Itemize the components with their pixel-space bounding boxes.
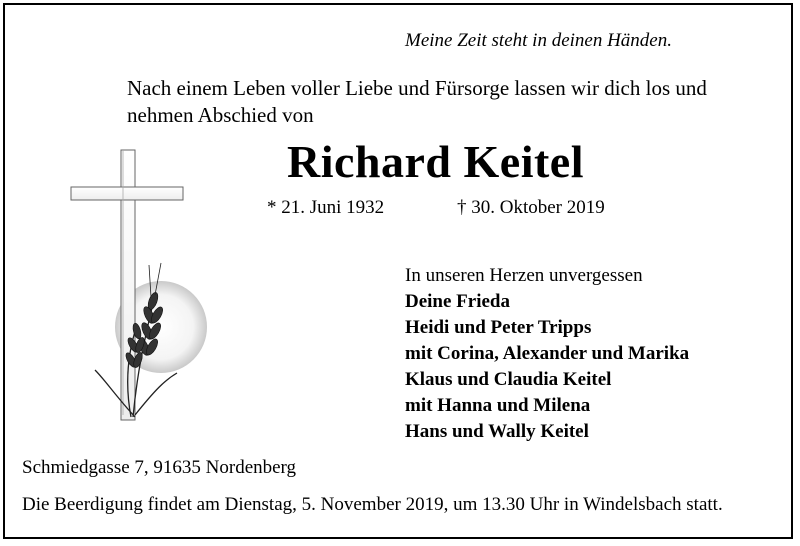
mourner-name: Heidi und Peter Tripps: [405, 317, 592, 338]
birth-date: * 21. Juni 1932: [267, 197, 385, 218]
mourner-name: mit Corina, Alexander und Marika: [405, 343, 690, 364]
obituary-card: [3, 3, 793, 539]
cross-artwork: [65, 145, 225, 430]
intro-text: [127, 75, 767, 129]
death-date: † 30. Oktober 2019: [457, 197, 605, 218]
mourners-block: [405, 263, 689, 445]
motto: Meine Zeit steht in deinen Händen.: [405, 30, 672, 51]
address: Schmiedgasse 7, 91635 Nordenberg: [22, 457, 297, 478]
mourner-name: Deine Frieda: [405, 291, 511, 312]
intro-line: Nach einem Leben voller Liebe und Fürsorge lassen wir dich los und: [127, 76, 707, 100]
intro-line: nehmen Abschied von: [127, 103, 314, 127]
deceased-name: Richard Keitel: [287, 136, 584, 187]
mourners-lead: In unseren Herzen unvergessen: [405, 265, 643, 286]
mourner-name: mit Hanna und Milena: [405, 395, 591, 416]
mourner-name: Hans und Wally Keitel: [405, 421, 589, 442]
mourner-name: Klaus und Claudia Keitel: [405, 369, 612, 390]
funeral-notice: Die Beerdigung findet am Dienstag, 5. November 2019, um 13.30 Uhr in Windelsbach statt.: [22, 494, 723, 515]
